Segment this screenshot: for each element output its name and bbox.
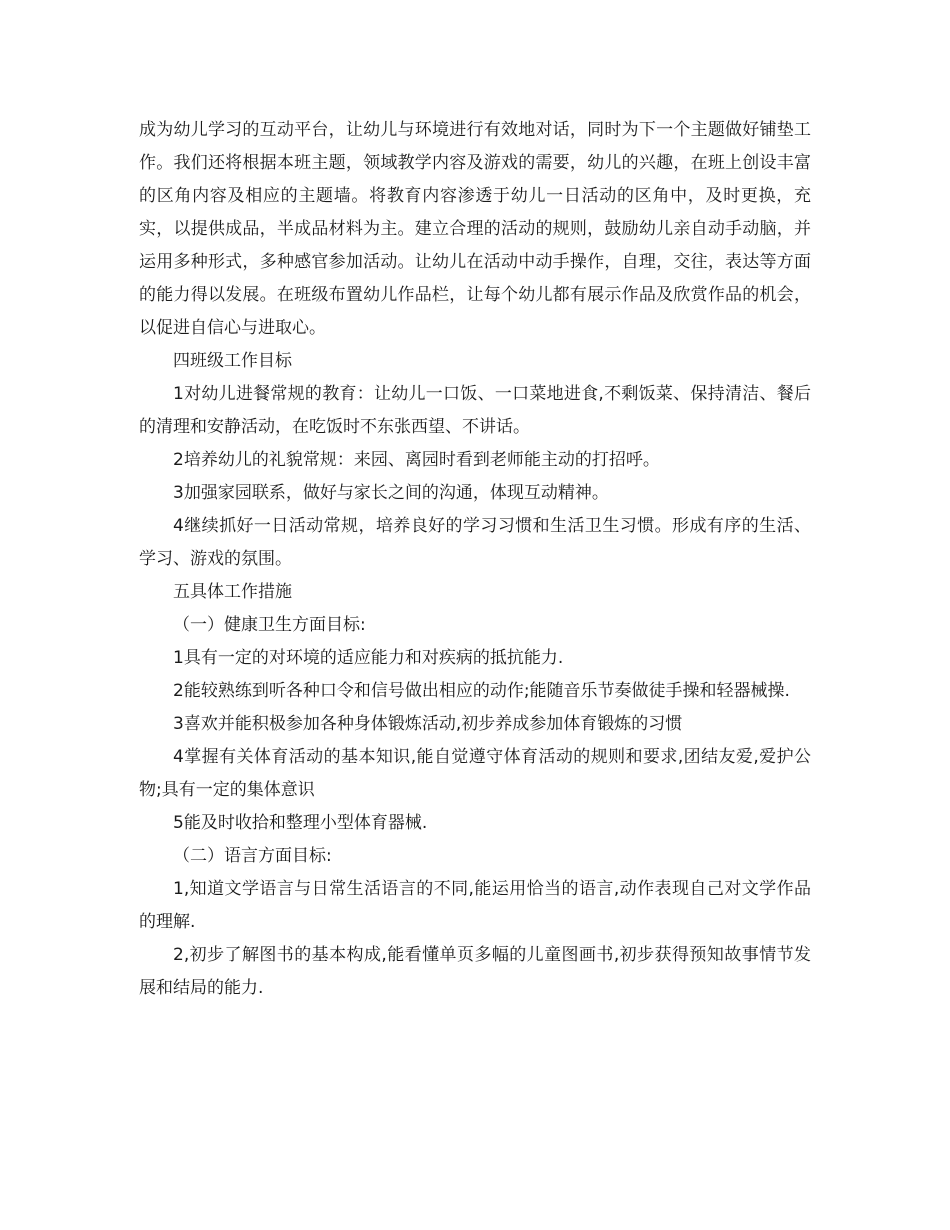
health-item-2: 2能较熟练到听各种口令和信号做出相应的动作;能随音乐节奏做徒手操和轻器械操.	[173, 681, 790, 701]
health-item-1: 1具有一定的对环境的适应能力和对疾病的抵抗能力.	[173, 648, 564, 668]
goal-item-manners: 2培养幼儿的礼貌常规：来园、离园时看到老师能主动的打招呼。	[173, 450, 660, 470]
goal-item-dining: 1对幼儿进餐常规的教育：让幼儿一口饭、一口菜地进食,不剩饭菜、保持清洁、餐后的清理和安静活动，在吃饭时不东张西望、不讲话。	[139, 384, 811, 437]
subheading-health: （一）健康卫生方面目标:	[173, 615, 366, 635]
paragraph-environment: 成为幼儿学习的互动平台，让幼儿与环境进行有效地对话，同时为下一个主题做好铺垫工作。我们还将根据本班主题，领域教学内容及游戏的需要，幼儿的兴趣，在班上创设丰富的区角内容及相应的主题墙。将教育内容渗透于幼儿一日活动的区角中，及时更换，充实，以提供成品，半成品材料为主。建立合理的活动的规则，鼓励幼儿亲自动手动脑，并运用多种形式，多种感官参加活动。让幼儿在活动中动手操作，自理，交往，表达等方面的能力得以发展。在班级布置幼儿作品栏，让每个幼儿都有展示作品及欣赏作品的机会，以促进自信心与进取心。	[139, 120, 811, 338]
goal-item-home-school: 3加强家园联系，做好与家长之间的沟通，体现互动精神。	[173, 483, 609, 503]
subheading-language: （二）语言方面目标:	[173, 846, 332, 866]
document-body	[139, 114, 811, 1005]
goal-item-daily-routine: 4继续抓好一日活动常规，培养良好的学习习惯和生活卫生习惯。形成有序的生活、学习、游戏的氛围。	[139, 516, 811, 569]
heading-work-measures: 五具体工作措施	[173, 582, 292, 602]
heading-class-goals: 四班级工作目标	[173, 351, 292, 371]
language-item-2: 2,初步了解图书的基本构成,能看懂单页多幅的儿童图画书,初步获得预知故事情节发展和结局的能力.	[139, 945, 811, 998]
health-item-3: 3喜欢并能积极参加各种身体锻炼活动,初步养成参加体育锻炼的习惯	[173, 714, 683, 734]
language-item-1: 1,知道文学语言与日常生活语言的不同,能运用恰当的语言,动作表现自己对文学作品的理解.	[139, 879, 811, 932]
health-item-4: 4掌握有关体育活动的基本知识,能自觉遵守体育活动的规则和要求,团结友爱,爱护公物;具有一定的集体意识	[139, 747, 811, 800]
health-item-5: 5能及时收拾和整理小型体育器械.	[173, 813, 428, 833]
